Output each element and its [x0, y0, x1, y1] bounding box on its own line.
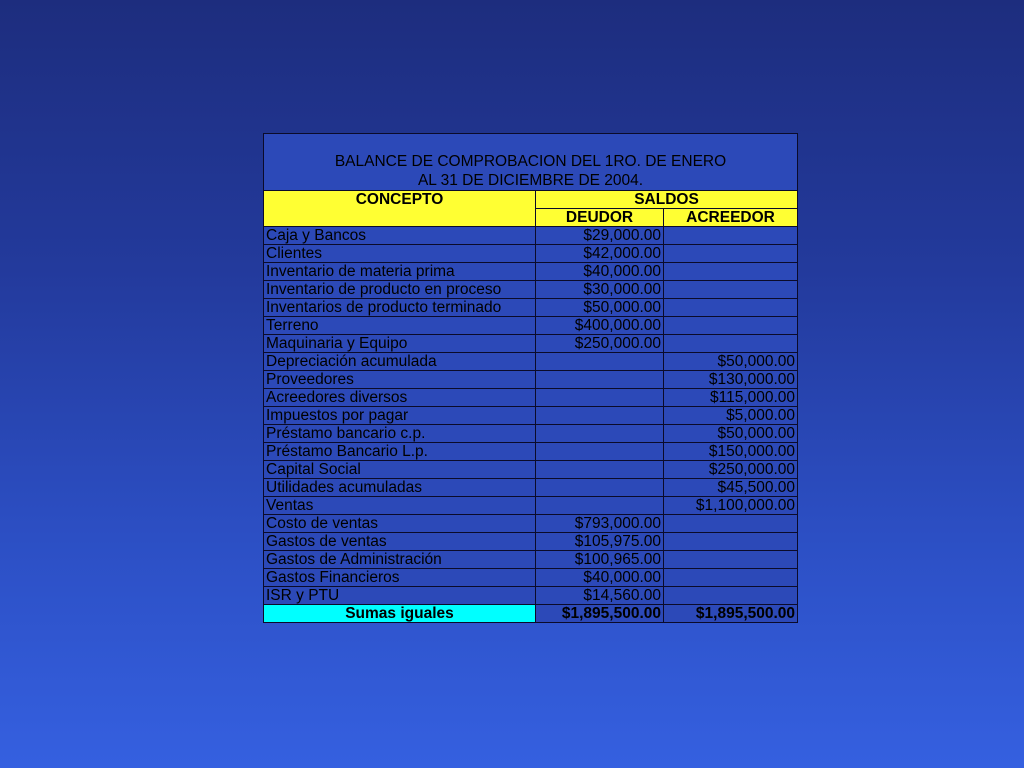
table-row: [264, 479, 798, 497]
cell-concepto: Capital Social: [264, 461, 536, 479]
cell-concepto: Costo de ventas: [264, 515, 536, 533]
table-row: [264, 317, 798, 335]
cell-deudor: [536, 461, 664, 479]
table-body: [264, 227, 798, 605]
table-row: [264, 443, 798, 461]
cell-concepto: Terreno: [264, 317, 536, 335]
cell-deudor: $50,000.00: [536, 299, 664, 317]
cell-concepto: Acreedores diversos: [264, 389, 536, 407]
cell-acreedor: [664, 281, 798, 299]
table-title-line1: BALANCE DE COMPROBACION DEL 1RO. DE ENERO: [334, 153, 727, 170]
cell-deudor: $400,000.00: [536, 317, 664, 335]
cell-deudor: [536, 389, 664, 407]
cell-acreedor: [664, 587, 798, 605]
cell-acreedor: [664, 515, 798, 533]
header-saldos: SALDOS: [536, 191, 798, 209]
cell-concepto: Ventas: [264, 497, 536, 515]
table-row: [264, 227, 798, 245]
table-row: [264, 263, 798, 281]
cell-acreedor: $150,000.00: [664, 443, 798, 461]
cell-deudor: $105,975.00: [536, 533, 664, 551]
cell-deudor: $30,000.00: [536, 281, 664, 299]
header-concepto: CONCEPTO: [264, 191, 536, 227]
cell-deudor: $40,000.00: [536, 569, 664, 587]
table-row: [264, 569, 798, 587]
cell-concepto: Gastos de ventas: [264, 533, 536, 551]
cell-deudor: $42,000.00: [536, 245, 664, 263]
cell-concepto: ISR y PTU: [264, 587, 536, 605]
cell-deudor: [536, 371, 664, 389]
cell-concepto: Caja y Bancos: [264, 227, 536, 245]
cell-acreedor: $1,100,000.00: [664, 497, 798, 515]
cell-acreedor: $50,000.00: [664, 425, 798, 443]
total-label: Sumas iguales: [264, 605, 536, 623]
table-row: [264, 335, 798, 353]
cell-concepto: Proveedores: [264, 371, 536, 389]
cell-concepto: Clientes: [264, 245, 536, 263]
title-row: [264, 134, 798, 191]
cell-acreedor: $130,000.00: [664, 371, 798, 389]
cell-acreedor: [664, 533, 798, 551]
table-title: [264, 134, 798, 191]
cell-deudor: [536, 443, 664, 461]
header-acreedor: ACREEDOR: [664, 209, 798, 227]
cell-concepto: Inventarios de producto terminado: [264, 299, 536, 317]
cell-concepto: Inventario de producto en proceso: [264, 281, 536, 299]
table-row: [264, 425, 798, 443]
cell-deudor: $250,000.00: [536, 335, 664, 353]
balance-table: [263, 133, 798, 623]
cell-deudor: $40,000.00: [536, 263, 664, 281]
cell-deudor: [536, 497, 664, 515]
cell-acreedor: $5,000.00: [664, 407, 798, 425]
table-row: [264, 587, 798, 605]
table-row: [264, 461, 798, 479]
cell-concepto: Maquinaria y Equipo: [264, 335, 536, 353]
cell-deudor: [536, 353, 664, 371]
table-row: [264, 245, 798, 263]
cell-deudor: $14,560.00: [536, 587, 664, 605]
cell-deudor: [536, 479, 664, 497]
table-title-line2: AL 31 DE DICIEMBRE DE 2004.: [417, 172, 644, 189]
cell-deudor: $793,000.00: [536, 515, 664, 533]
cell-acreedor: [664, 569, 798, 587]
cell-concepto: Préstamo Bancario L.p.: [264, 443, 536, 461]
cell-acreedor: $45,500.00: [664, 479, 798, 497]
cell-acreedor: [664, 245, 798, 263]
table-row: [264, 497, 798, 515]
cell-acreedor: [664, 551, 798, 569]
cell-concepto: Inventario de materia prima: [264, 263, 536, 281]
cell-deudor: $29,000.00: [536, 227, 664, 245]
cell-concepto: Impuestos por pagar: [264, 407, 536, 425]
header-deudor: DEUDOR: [536, 209, 664, 227]
table-row: [264, 299, 798, 317]
cell-concepto: Utilidades acumuladas: [264, 479, 536, 497]
total-acreedor: $1,895,500.00: [664, 605, 798, 623]
table-row: [264, 407, 798, 425]
totals-row: [264, 605, 798, 623]
header-row-1: [264, 191, 798, 209]
cell-acreedor: $50,000.00: [664, 353, 798, 371]
cell-deudor: [536, 425, 664, 443]
table-row: [264, 389, 798, 407]
table-row: [264, 353, 798, 371]
cell-deudor: [536, 407, 664, 425]
cell-concepto: Depreciación acumulada: [264, 353, 536, 371]
cell-acreedor: [664, 263, 798, 281]
table-row: [264, 533, 798, 551]
cell-acreedor: [664, 317, 798, 335]
total-deudor: $1,895,500.00: [536, 605, 664, 623]
cell-concepto: Gastos Financieros: [264, 569, 536, 587]
table-row: [264, 371, 798, 389]
cell-deudor: $100,965.00: [536, 551, 664, 569]
table-row: [264, 515, 798, 533]
cell-acreedor: [664, 299, 798, 317]
cell-acreedor: [664, 335, 798, 353]
cell-acreedor: [664, 227, 798, 245]
table-row: [264, 551, 798, 569]
cell-concepto: Gastos de Administración: [264, 551, 536, 569]
cell-acreedor: $115,000.00: [664, 389, 798, 407]
cell-concepto: Préstamo bancario c.p.: [264, 425, 536, 443]
table-row: [264, 281, 798, 299]
cell-acreedor: $250,000.00: [664, 461, 798, 479]
